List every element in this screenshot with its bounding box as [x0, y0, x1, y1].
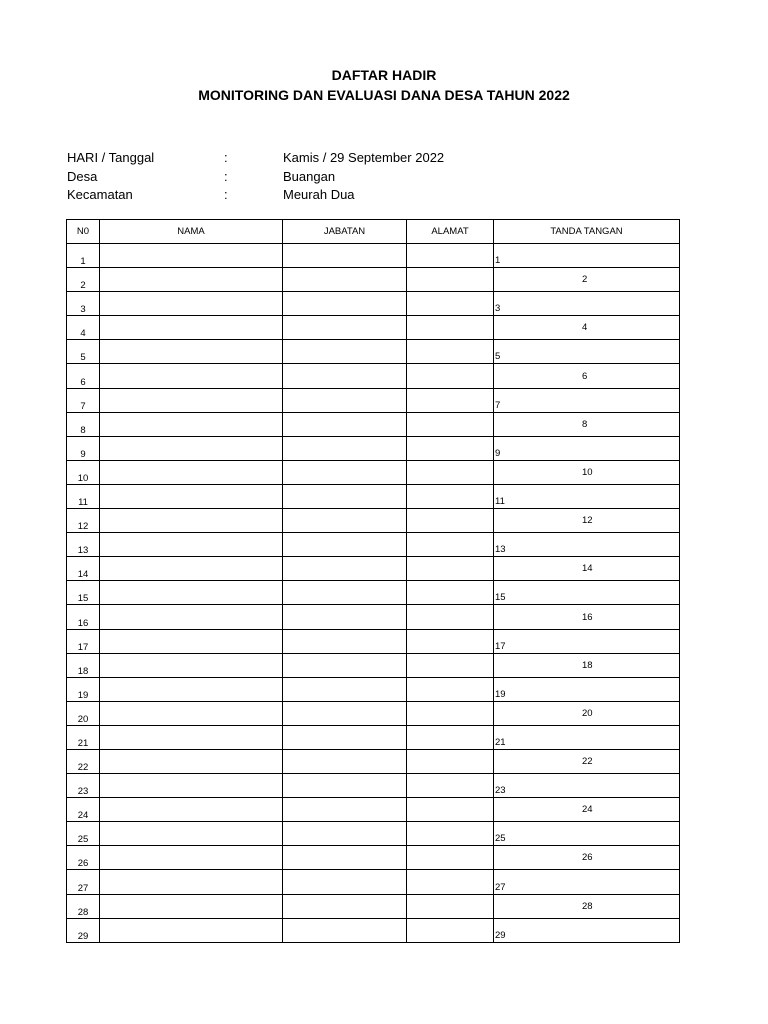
- name-cell[interactable]: [100, 870, 283, 894]
- row-number: 13: [67, 533, 100, 557]
- name-cell[interactable]: [100, 340, 283, 364]
- address-cell[interactable]: [407, 653, 494, 677]
- name-cell[interactable]: [100, 749, 283, 773]
- name-cell[interactable]: [100, 581, 283, 605]
- address-cell[interactable]: [407, 774, 494, 798]
- row-number: 23: [67, 774, 100, 798]
- signature-number: 20: [582, 707, 593, 719]
- name-cell[interactable]: [100, 605, 283, 629]
- address-cell[interactable]: [407, 701, 494, 725]
- address-cell[interactable]: [407, 749, 494, 773]
- info-label: HARI / Tanggal: [67, 150, 155, 165]
- name-cell[interactable]: [100, 798, 283, 822]
- signature-number: 24: [582, 804, 593, 816]
- row-number: 25: [67, 822, 100, 846]
- address-cell[interactable]: [407, 316, 494, 340]
- signature-cell[interactable]: [494, 629, 680, 653]
- table-row: [67, 557, 680, 581]
- position-cell[interactable]: [283, 918, 407, 942]
- table-row: [67, 605, 680, 629]
- row-number: 2: [67, 268, 100, 292]
- signature-cell[interactable]: [494, 364, 680, 388]
- row-number: 5: [67, 340, 100, 364]
- position-cell[interactable]: [283, 460, 407, 484]
- name-cell[interactable]: [100, 822, 283, 846]
- position-cell[interactable]: [283, 846, 407, 870]
- row-number: 24: [67, 798, 100, 822]
- position-cell[interactable]: [283, 244, 407, 268]
- document-title: DAFTAR HADIR: [331, 67, 437, 83]
- table-row: [67, 894, 680, 918]
- table-row: [67, 629, 680, 653]
- address-cell[interactable]: [407, 388, 494, 412]
- row-number: 18: [67, 653, 100, 677]
- info-value: Kamis / 29 September 2022: [283, 150, 445, 165]
- signature-number: 19: [495, 688, 506, 700]
- address-cell[interactable]: [407, 677, 494, 701]
- table-row: [67, 484, 680, 508]
- signature-cell[interactable]: [494, 340, 680, 364]
- signature-number: 27: [495, 881, 506, 893]
- signature-cell[interactable]: [494, 870, 680, 894]
- table-row: [67, 364, 680, 388]
- address-cell[interactable]: [407, 244, 494, 268]
- row-number: 21: [67, 725, 100, 749]
- position-cell[interactable]: [283, 268, 407, 292]
- address-cell[interactable]: [407, 822, 494, 846]
- signature-number: 18: [582, 659, 593, 671]
- position-cell[interactable]: [283, 557, 407, 581]
- name-cell[interactable]: [100, 653, 283, 677]
- row-number: 28: [67, 894, 100, 918]
- address-cell[interactable]: [407, 798, 494, 822]
- position-cell[interactable]: [283, 894, 407, 918]
- position-cell[interactable]: [283, 388, 407, 412]
- table-row: [67, 268, 680, 292]
- signature-number: 6: [582, 370, 588, 382]
- row-number: 7: [67, 388, 100, 412]
- address-cell[interactable]: [407, 605, 494, 629]
- signature-cell[interactable]: [494, 316, 680, 340]
- table-row: [67, 244, 680, 268]
- signature-cell[interactable]: [494, 436, 680, 460]
- signature-cell[interactable]: [494, 509, 680, 533]
- signature-cell[interactable]: [494, 701, 680, 725]
- address-cell[interactable]: [407, 918, 494, 942]
- name-cell[interactable]: [100, 629, 283, 653]
- row-number: 26: [67, 846, 100, 870]
- address-cell[interactable]: [407, 268, 494, 292]
- position-cell[interactable]: [283, 774, 407, 798]
- position-cell[interactable]: [283, 629, 407, 653]
- row-number: 12: [67, 509, 100, 533]
- signature-cell[interactable]: [494, 268, 680, 292]
- info-label: Desa: [67, 168, 98, 184]
- table-row: [67, 533, 680, 557]
- name-cell[interactable]: [100, 894, 283, 918]
- name-cell[interactable]: [100, 484, 283, 508]
- signature-number: 1: [495, 255, 501, 267]
- name-cell[interactable]: [100, 412, 283, 436]
- table-row: [67, 870, 680, 894]
- signature-number: 15: [495, 592, 506, 604]
- table-row: [67, 918, 680, 942]
- signature-cell[interactable]: [494, 388, 680, 412]
- name-cell[interactable]: [100, 918, 283, 942]
- column-header-signature: TANDA TANGAN: [494, 220, 680, 244]
- table-row: [67, 798, 680, 822]
- info-value: Buangan: [283, 168, 336, 184]
- row-number: 27: [67, 870, 100, 894]
- signature-cell[interactable]: [494, 749, 680, 773]
- table-row: [67, 725, 680, 749]
- info-label: Kecamatan: [67, 187, 133, 202]
- table-row: [67, 436, 680, 460]
- name-cell[interactable]: [100, 460, 283, 484]
- signature-number: 29: [495, 929, 506, 941]
- address-cell[interactable]: [407, 725, 494, 749]
- position-cell[interactable]: [283, 798, 407, 822]
- table-row: [67, 292, 680, 316]
- name-cell[interactable]: [100, 509, 283, 533]
- signature-number: 3: [495, 303, 501, 315]
- row-number: 10: [67, 460, 100, 484]
- table-row: [67, 701, 680, 725]
- position-cell[interactable]: [283, 412, 407, 436]
- column-header-name: NAMA: [100, 220, 283, 244]
- address-cell[interactable]: [407, 340, 494, 364]
- name-cell[interactable]: [100, 268, 283, 292]
- position-cell[interactable]: [283, 677, 407, 701]
- position-cell[interactable]: [283, 364, 407, 388]
- column-header-position: JABATAN: [283, 220, 407, 244]
- name-cell[interactable]: [100, 436, 283, 460]
- signature-cell[interactable]: [494, 725, 680, 749]
- signature-number: 22: [582, 756, 593, 768]
- table-row: [67, 412, 680, 436]
- signature-cell[interactable]: [494, 460, 680, 484]
- signature-cell[interactable]: [494, 412, 680, 436]
- table-row: [67, 340, 680, 364]
- position-cell[interactable]: [283, 533, 407, 557]
- address-cell[interactable]: [407, 292, 494, 316]
- column-header-no: N0: [67, 220, 100, 244]
- signature-cell[interactable]: [494, 677, 680, 701]
- address-cell[interactable]: [407, 533, 494, 557]
- signature-cell[interactable]: [494, 581, 680, 605]
- info-colon: :: [224, 187, 228, 202]
- address-cell[interactable]: [407, 412, 494, 436]
- name-cell[interactable]: [100, 774, 283, 798]
- row-number: 3: [67, 292, 100, 316]
- position-cell[interactable]: [283, 509, 407, 533]
- signature-cell[interactable]: [494, 292, 680, 316]
- name-cell[interactable]: [100, 557, 283, 581]
- name-cell[interactable]: [100, 292, 283, 316]
- address-cell[interactable]: [407, 581, 494, 605]
- table-row: [67, 822, 680, 846]
- signature-cell[interactable]: [494, 484, 680, 508]
- table-row: [67, 653, 680, 677]
- signature-cell[interactable]: [494, 653, 680, 677]
- row-number: 6: [67, 364, 100, 388]
- signature-number: 12: [582, 515, 593, 527]
- position-cell[interactable]: [283, 292, 407, 316]
- signature-number: 17: [495, 640, 506, 652]
- table-row: [67, 388, 680, 412]
- signature-number: 2: [582, 274, 588, 286]
- row-number: 22: [67, 749, 100, 773]
- name-cell[interactable]: [100, 533, 283, 557]
- signature-number: 28: [582, 900, 593, 912]
- position-cell[interactable]: [283, 605, 407, 629]
- table-row: [67, 460, 680, 484]
- info-row-date: [67, 150, 567, 169]
- row-number: 15: [67, 581, 100, 605]
- signature-cell[interactable]: [494, 557, 680, 581]
- address-cell[interactable]: [407, 846, 494, 870]
- signature-cell[interactable]: [494, 846, 680, 870]
- signature-number: 9: [495, 447, 501, 459]
- address-cell[interactable]: [407, 484, 494, 508]
- signature-cell[interactable]: [494, 798, 680, 822]
- signature-number: 5: [495, 351, 501, 363]
- signature-number: 10: [582, 466, 593, 478]
- row-number: 4: [67, 316, 100, 340]
- name-cell[interactable]: [100, 846, 283, 870]
- signature-number: 7: [495, 399, 501, 411]
- row-number: 29: [67, 918, 100, 942]
- info-colon: :: [224, 150, 228, 165]
- row-number: 20: [67, 701, 100, 725]
- row-number: 16: [67, 605, 100, 629]
- signature-cell[interactable]: [494, 533, 680, 557]
- table-row: [67, 846, 680, 870]
- position-cell[interactable]: [283, 340, 407, 364]
- info-row-village: [67, 169, 567, 188]
- signature-number: 4: [582, 322, 588, 334]
- signature-number: 13: [495, 544, 506, 556]
- position-cell[interactable]: [283, 581, 407, 605]
- position-cell[interactable]: [283, 701, 407, 725]
- table-row: [67, 316, 680, 340]
- signature-number: 26: [582, 852, 593, 864]
- name-cell[interactable]: [100, 364, 283, 388]
- address-cell[interactable]: [407, 557, 494, 581]
- signature-number: 16: [582, 611, 593, 623]
- row-number: 1: [67, 244, 100, 268]
- position-cell[interactable]: [283, 653, 407, 677]
- address-cell[interactable]: [407, 629, 494, 653]
- position-cell[interactable]: [283, 316, 407, 340]
- signature-cell[interactable]: [494, 894, 680, 918]
- address-cell[interactable]: [407, 509, 494, 533]
- address-cell[interactable]: [407, 870, 494, 894]
- row-number: 11: [67, 484, 100, 508]
- table-row: [67, 509, 680, 533]
- name-cell[interactable]: [100, 388, 283, 412]
- info-colon: :: [224, 168, 228, 184]
- name-cell[interactable]: [100, 701, 283, 725]
- table-row: [67, 749, 680, 773]
- meeting-info: [67, 150, 567, 206]
- table-header-row: [67, 220, 680, 244]
- signature-cell[interactable]: [494, 605, 680, 629]
- signature-cell[interactable]: [494, 774, 680, 798]
- table-row: [67, 581, 680, 605]
- table-row: [67, 774, 680, 798]
- address-cell[interactable]: [407, 460, 494, 484]
- signature-cell[interactable]: [494, 822, 680, 846]
- info-value: Meurah Dua: [283, 187, 355, 202]
- position-cell[interactable]: [283, 725, 407, 749]
- row-number: 19: [67, 677, 100, 701]
- row-number: 8: [67, 412, 100, 436]
- name-cell[interactable]: [100, 316, 283, 340]
- position-cell[interactable]: [283, 436, 407, 460]
- signature-number: 11: [495, 496, 505, 508]
- position-cell[interactable]: [283, 870, 407, 894]
- row-number: 17: [67, 629, 100, 653]
- table-row: [67, 677, 680, 701]
- info-row-district: [67, 187, 567, 206]
- name-cell[interactable]: [100, 244, 283, 268]
- signature-number: 25: [495, 833, 506, 845]
- row-number: 9: [67, 436, 100, 460]
- name-cell[interactable]: [100, 677, 283, 701]
- signature-number: 21: [495, 736, 506, 748]
- signature-cell[interactable]: [494, 918, 680, 942]
- signature-cell[interactable]: [494, 244, 680, 268]
- address-cell[interactable]: [407, 364, 494, 388]
- signature-number: 23: [495, 785, 506, 797]
- column-header-address: ALAMAT: [407, 220, 494, 244]
- position-cell[interactable]: [283, 822, 407, 846]
- row-number: 14: [67, 557, 100, 581]
- address-cell[interactable]: [407, 436, 494, 460]
- attendance-table: [66, 219, 680, 943]
- address-cell[interactable]: [407, 894, 494, 918]
- signature-number: 8: [582, 418, 588, 430]
- document-subtitle: MONITORING DAN EVALUASI DANA DESA TAHUN 2022: [198, 87, 570, 103]
- name-cell[interactable]: [100, 725, 283, 749]
- position-cell[interactable]: [283, 484, 407, 508]
- signature-number: 14: [582, 563, 593, 575]
- position-cell[interactable]: [283, 749, 407, 773]
